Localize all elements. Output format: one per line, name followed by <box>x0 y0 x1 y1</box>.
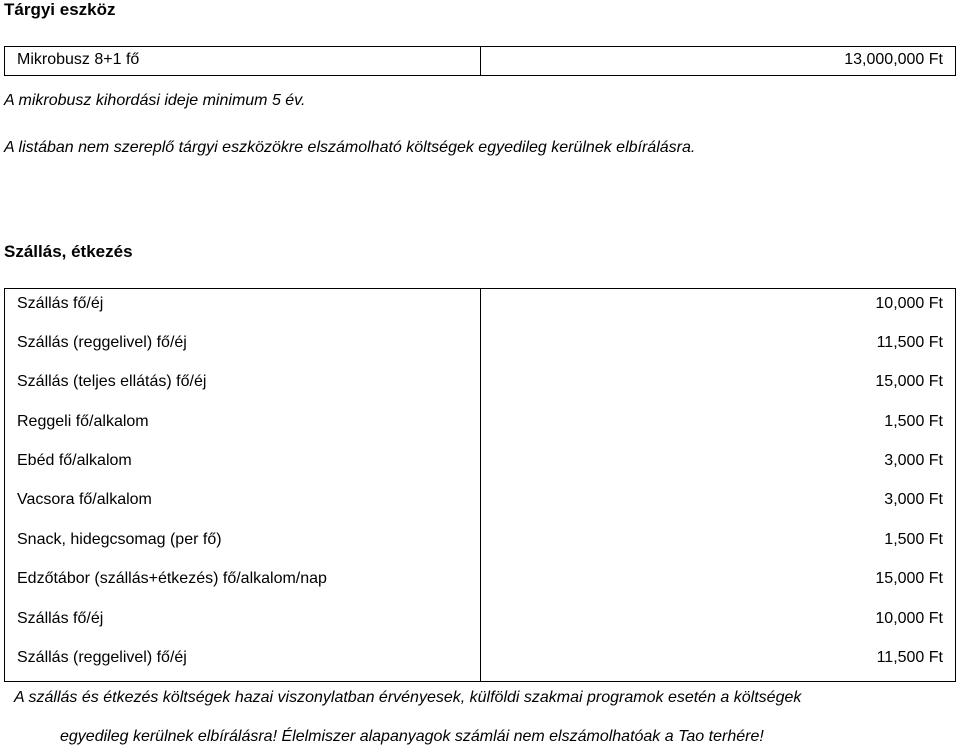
asset-note-2: A listában nem szereplő tárgyi eszközökre elszámolható költségek egyedileg kerülnek elbírálásra. <box>4 139 696 156</box>
table-row <box>17 452 943 470</box>
row-label: Edzőtábor (szállás+étkezés) fő/alkalom/nap <box>17 570 327 587</box>
asset-row <box>17 51 943 69</box>
accommodation-note-line-1: A szállás és étkezés költségek hazai viszonylatban érvényesek, külföldi szakmai programok esetén a költségek <box>14 689 802 706</box>
row-label: Szállás (reggelivel) fő/éj <box>17 649 187 666</box>
row-value: 10,000 Ft <box>875 295 943 312</box>
row-label: Szállás (reggelivel) fő/éj <box>17 334 187 351</box>
row-value: 10,000 Ft <box>875 610 943 627</box>
accommodation-note-line-2: egyedileg kerülnek elbírálásra! Élelmiszer alapanyagok számlái nem elszámolhatóak a Tao terhére! <box>60 728 764 745</box>
row-label: Szállás (teljes ellátás) fő/éj <box>17 373 207 390</box>
table-row <box>17 295 943 313</box>
row-label: Reggeli fő/alkalom <box>17 413 149 430</box>
row-label: Szállás fő/éj <box>17 610 104 627</box>
table-row <box>17 531 943 549</box>
table-row <box>17 373 943 391</box>
table-row <box>17 570 943 588</box>
row-label: Vacsora fő/alkalom <box>17 491 152 508</box>
row-value: 3,000 Ft <box>884 452 943 469</box>
row-value: 1,500 Ft <box>884 413 943 430</box>
row-value: 1,500 Ft <box>884 531 943 548</box>
section-accommodation-title: Szállás, étkezés <box>4 242 133 261</box>
section-asset-title: Tárgyi eszköz <box>4 0 116 19</box>
asset-value: 13,000,000 Ft <box>844 51 943 68</box>
row-value: 15,000 Ft <box>875 373 943 390</box>
row-value: 15,000 Ft <box>875 570 943 587</box>
row-value: 11,500 Ft <box>876 649 943 666</box>
row-label: Szállás fő/éj <box>17 295 104 312</box>
asset-table <box>4 46 956 76</box>
asset-label: Mikrobusz 8+1 fő <box>17 51 140 68</box>
table-row <box>17 649 943 667</box>
row-value: 11,500 Ft <box>876 334 943 351</box>
table-row <box>17 413 943 431</box>
row-value: 3,000 Ft <box>884 491 943 508</box>
asset-note-1: A mikrobusz kihordási ideje minimum 5 év. <box>4 92 306 109</box>
row-label: Ebéd fő/alkalom <box>17 452 132 469</box>
row-label: Snack, hidegcsomag (per fő) <box>17 531 222 548</box>
accommodation-table <box>4 288 956 682</box>
table-row <box>17 610 943 628</box>
table-row <box>17 334 943 352</box>
table-row <box>17 491 943 509</box>
